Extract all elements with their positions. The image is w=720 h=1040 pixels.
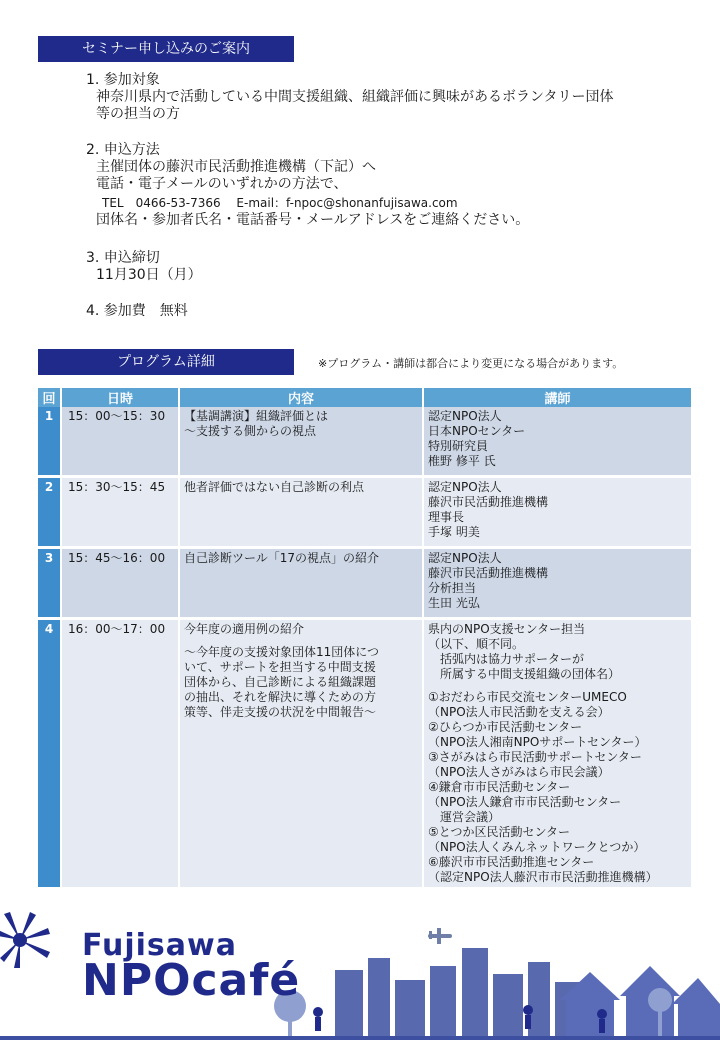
speaker-line: 認定NPO法人 [428,480,502,494]
session-number: 1 [38,407,61,477]
speaker-line: 椎野 修平 氏 [428,454,496,468]
deadline-date: 11月30日（月） [96,267,202,283]
session-time: 15：45～16：00 [61,548,179,619]
speaker-line: 県内のNPO支援センター担当 [428,622,586,636]
speaker-line: 括弧内は協力サポーターが [428,652,585,666]
table-row [38,477,692,548]
speaker-line: 藤沢市民活動推進機構 [428,495,549,509]
session-number: 3 [38,548,61,619]
speaker-line: （NPO法人湘南NPOサポートセンター） [428,735,647,749]
section-target [86,72,613,123]
program-table [38,388,693,890]
session-content [179,407,423,477]
session-time: 15：30～15：45 [61,477,179,548]
session-content [179,548,423,619]
speaker-line: （NPO法人鎌倉市市民活動センター [428,795,622,809]
speaker-line: 日本NPOセンター [428,424,526,438]
header-no: 回 [38,388,61,407]
speaker-line: ⑤とつか区民活動センター [428,825,571,839]
section-application-line3: 団体名・参加者氏名・電話番号・メールアドレスをご連絡ください。 [96,212,530,228]
program-note: ※プログラム・講師は都合により変更になる場合があります。 [318,357,624,370]
header-content: 内容 [179,388,423,407]
section-fee-heading: 4. 参加費 無料 [86,303,188,319]
content-line: の抽出、それを解決に導くための方 [184,690,377,704]
section-application-line2: 電話・電子メールのいずれかの方法で、 [96,176,348,192]
program-table-header [38,388,692,407]
speaker-line: （NPO法人くみんネットワークとつか） [428,840,646,854]
session-time: 16：00～17：00 [61,619,179,889]
session-speaker [423,619,692,889]
speaker-line: 認定NPO法人 [428,409,502,423]
speaker-line: （以下、順不同。 [428,637,525,651]
content-line: 団体から、自己診断による組織課題 [184,675,377,689]
speaker-line: ⑥藤沢市市民活動推進センター [428,855,595,869]
section-deadline-heading: 3. 申込締切 [86,250,160,266]
content-line: 【基調講演】組織評価とは [184,409,329,423]
session-speaker [423,407,692,477]
content-line: 今年度の適用例の紹介 [184,622,305,636]
sun-icon [0,912,50,968]
speaker-line: 所属する中間支援組織の団体名） [428,667,621,681]
session-speaker [423,548,692,619]
section-application-heading: 2. 申込方法 [86,142,160,158]
contact-info: TEL 0466-53-7366 E-mail：f-npoc@shonanfujisawa.com [102,196,458,210]
speaker-line [428,682,687,690]
content-line: ～今年度の支援対象団体11団体につ [184,645,380,659]
speaker-line: 特別研究員 [428,439,489,453]
speaker-line: （NPO法人さがみはら市民会議） [428,765,610,779]
content-line: いて、サポートを担当する中間支援 [184,660,376,674]
houses [560,966,720,1040]
speaker-line: 運営会議） [428,810,501,824]
session-number: 4 [38,619,61,889]
header-time: 日時 [61,388,179,407]
speaker-line: 手塚 明美 [428,525,480,539]
seminar-guide-banner: セミナー申し込みのご案内 [38,36,294,62]
header-speaker: 講師 [423,388,692,407]
speaker-line: 認定NPO法人 [428,551,502,565]
speaker-line: ①おだわら市民交流センターUMECO [428,690,627,704]
speaker-line: 分析担当 [428,581,477,595]
logo-npocafe: NPOcafé [82,955,301,1006]
table-row [38,619,692,889]
session-speaker [423,477,692,548]
speaker-line: 藤沢市民活動推進機構 [428,566,549,580]
ground-line [0,1036,720,1040]
speaker-line: ②ひらつか市民活動センター [428,720,583,734]
session-time: 15：00～15：30 [61,407,179,477]
section-target-heading: 1. 参加対象 [86,72,160,88]
speaker-line: （NPO法人市民活動を支える会） [428,705,610,719]
session-content [179,619,423,889]
content-line: ～支援する側からの視点 [184,424,317,438]
section-application [86,142,529,229]
session-number: 2 [38,477,61,548]
content-line [184,637,418,645]
airplane-icon [428,928,452,944]
city-skyline [335,948,581,1040]
section-deadline [86,250,202,284]
session-content [179,477,423,548]
content-line: 他者評価ではない自己診断の利点 [184,480,365,494]
speaker-line: 理事長 [428,510,465,524]
table-row [38,407,692,477]
speaker-line: ④鎌倉市市民活動センター [428,780,571,794]
speaker-line: （認定NPO法人藤沢市市民活動推進機構） [428,870,658,884]
section-application-line1: 主催団体の藤沢市民活動推進機構（下記）へ [96,159,376,175]
speaker-line: 生田 光弘 [428,596,480,610]
content-line: 策等、伴走支援の状況を中間報告～ [184,705,377,719]
speaker-line: ③さがみはら市民活動サポートセンター [428,750,642,764]
section-target-line2: 等の担当の方 [96,106,180,122]
logo-fujisawa: Fujisawa [82,928,237,963]
content-line: 自己診断ツール「17の視点」の紹介 [184,551,380,565]
program-banner: プログラム詳細 [38,349,294,375]
section-target-line1: 神奈川県内で活動している中間支援組織、組織評価に興味があるボランタリー団体 [96,89,614,105]
table-row [38,548,692,619]
section-fee [86,303,188,320]
